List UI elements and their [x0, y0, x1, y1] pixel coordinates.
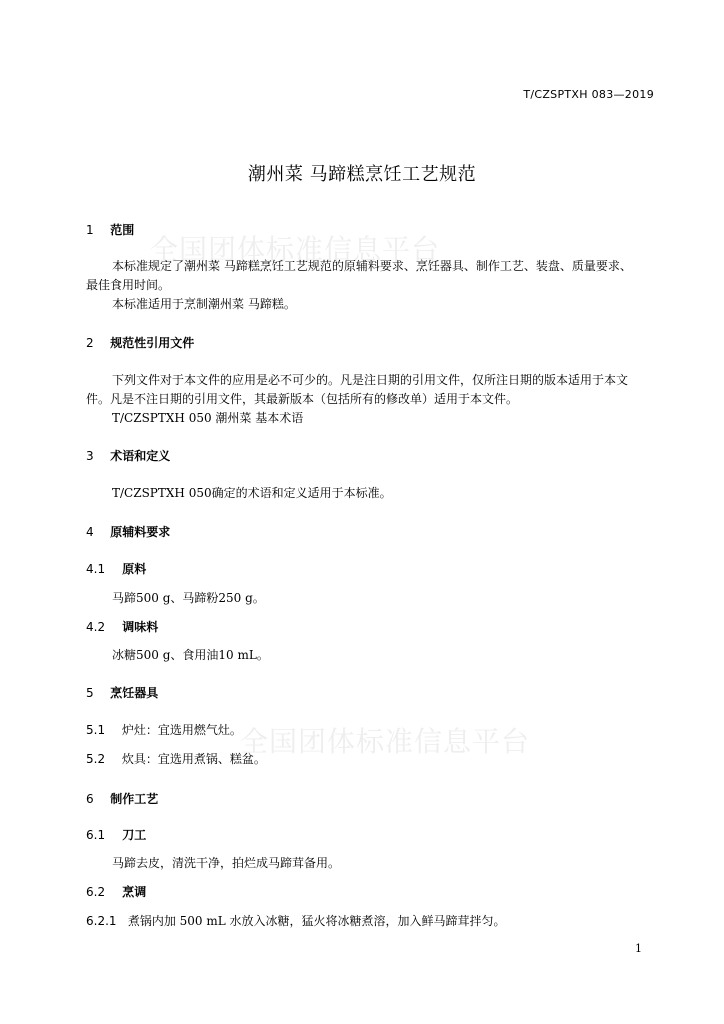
section-title: 烹饪器具 — [110, 686, 159, 700]
subsection-title: 原料 — [122, 562, 147, 576]
subsection-text: 炊具：宜选用煮锅、糕盆。 — [121, 752, 266, 766]
paragraph: 最佳食用时间。 — [86, 278, 171, 292]
subsection-text: 炉灶：宜选用燃气灶。 — [121, 723, 242, 737]
subsection-number: 6.2 — [86, 885, 106, 899]
watermark: 全国团体标准信息平台 — [240, 725, 531, 758]
section-number: 1 — [86, 223, 94, 237]
document-title: 潮州菜 马蹄糕烹饪工艺规范 — [247, 164, 477, 185]
standard-code: T/CZSPTXH 083—2019 — [523, 88, 654, 101]
section-4-heading — [86, 523, 170, 540]
section-6-heading — [86, 790, 158, 807]
subsection-6-2-heading — [86, 883, 146, 900]
section-number: 5 — [86, 686, 94, 700]
section-2-heading — [86, 334, 194, 351]
section-title: 制作工艺 — [110, 792, 159, 806]
paragraph: T/CZSPTXH 050确定的术语和定义适用于本标准。 — [112, 486, 392, 500]
paragraph: 本标准适用于烹制潮州菜 马蹄糕。 — [112, 297, 296, 311]
section-5-heading — [86, 684, 158, 701]
paragraph: 本标准规定了潮州菜 马蹄糕烹饪工艺规范的原辅料要求、烹饪器具、制作工艺、装盘、质量要求、 — [112, 259, 632, 273]
section-title: 术语和定义 — [110, 449, 171, 463]
subsection-6-1-heading — [86, 826, 146, 843]
section-title: 范围 — [110, 223, 135, 237]
subsection-5-1 — [86, 721, 242, 738]
subsection-number: 4.1 — [86, 562, 106, 576]
page-number: 1 — [635, 942, 642, 955]
section-number: 4 — [86, 525, 94, 539]
paragraph: 马蹄500 g、马蹄粉250 g。 — [112, 591, 265, 605]
subsection-title: 烹调 — [122, 885, 147, 899]
subsection-5-2 — [86, 750, 266, 767]
subsection-number: 6.2.1 — [86, 914, 117, 928]
section-number: 3 — [86, 449, 94, 463]
subsection-number: 4.2 — [86, 620, 106, 634]
paragraph: 件。凡是不注日期的引用文件，其最新版本（包括所有的修改单）适用于本文件。 — [86, 392, 519, 406]
subsection-title: 刀工 — [122, 828, 147, 842]
section-number: 2 — [86, 336, 94, 350]
section-3-heading — [86, 447, 170, 464]
subsection-4-1-heading — [86, 560, 146, 577]
section-title: 原辅料要求 — [110, 525, 171, 539]
paragraph: 马蹄去皮，清洗干净，拍烂成马蹄茸备用。 — [112, 856, 341, 870]
paragraph: 冰糖500 g、食用油10 mL。 — [112, 648, 269, 662]
subsection-number: 5.2 — [86, 752, 106, 766]
reference-item: T/CZSPTXH 050 潮州菜 基本术语 — [112, 411, 304, 425]
paragraph: 下列文件对于本文件的应用是必不可少的。凡是注日期的引用文件，仅所注日期的版本适用于本文 — [112, 373, 629, 387]
subsection-6-2-1 — [86, 912, 506, 929]
subsection-number: 5.1 — [86, 723, 106, 737]
subsection-4-2-heading — [86, 618, 158, 635]
subsection-text: 煮锅内加 500 mL 水放入冰糖，猛火将冰糖煮溶，加入鲜马蹄茸拌匀。 — [127, 914, 506, 928]
watermark: 全国团体标准信息平台 — [150, 233, 441, 266]
section-1-heading — [86, 221, 134, 238]
section-title: 规范性引用文件 — [110, 336, 195, 350]
section-number: 6 — [86, 792, 94, 806]
subsection-title: 调味料 — [122, 620, 159, 634]
subsection-number: 6.1 — [86, 828, 106, 842]
